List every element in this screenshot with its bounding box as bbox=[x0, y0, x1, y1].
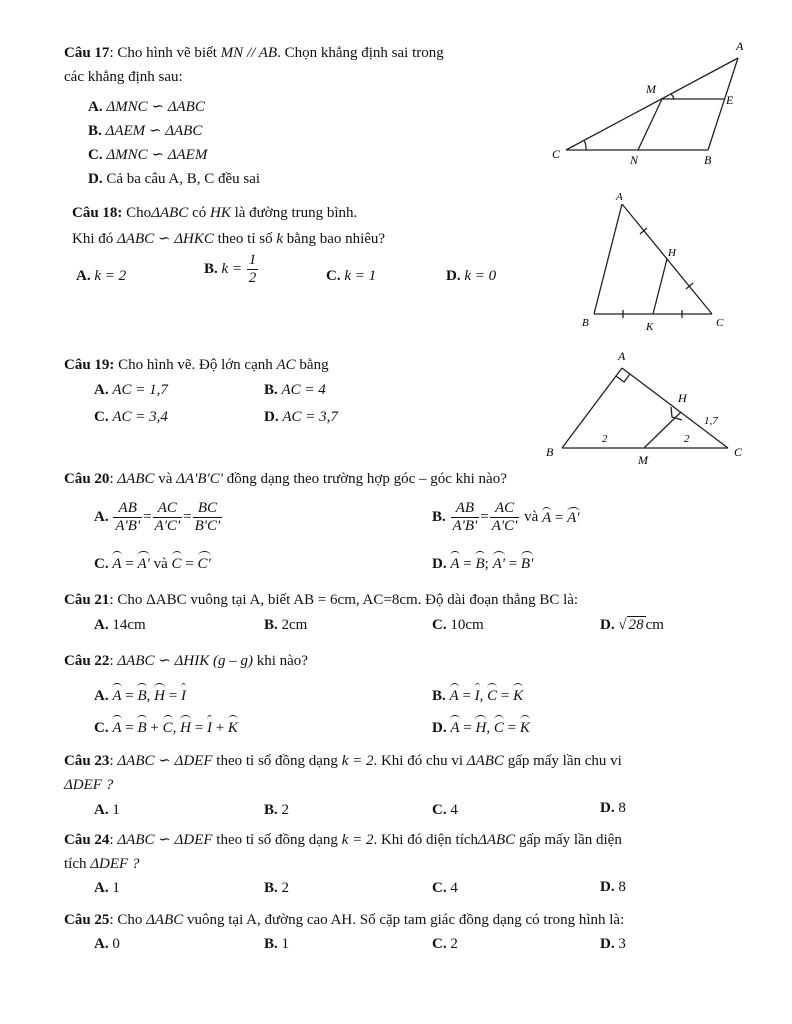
q19-label-a: A bbox=[618, 349, 626, 363]
q17-label-e: E bbox=[726, 93, 734, 107]
q20-option-b[interactable]: B. $\frac{AB}{A'B'}$ = $\frac{AC}{A'C'}$ và A = A' bbox=[432, 500, 580, 534]
q17-label-c: C bbox=[552, 147, 561, 161]
q24-option-d[interactable]: D. 8 bbox=[600, 879, 626, 895]
q19-option-a[interactable]: A. AC = 1,7 bbox=[94, 382, 168, 398]
q24-number: Câu 24 bbox=[64, 832, 110, 848]
q19-stem: Câu 19: Cho hình vẽ. Độ lớn cạnh AC bằng bbox=[64, 357, 329, 373]
q23-option-d[interactable]: D. 8 bbox=[600, 800, 626, 816]
q22-option-d[interactable]: D. A = H, C = K bbox=[432, 716, 530, 738]
q19-label-hc: 1,7 bbox=[704, 415, 718, 427]
q24-option-c[interactable]: C. 4 bbox=[432, 880, 458, 896]
q20-a-frac1: $\frac{AB}{A'B'}$ bbox=[115, 500, 141, 534]
q20-b-frac2: $\frac{AC}{A'C'}$ bbox=[491, 500, 518, 534]
q20-stem: Câu 20: ΔABC và ΔA'B'C' đồng dạng theo trường hợp góc – góc khi nào? bbox=[64, 471, 507, 487]
q23-option-c[interactable]: C. 4 bbox=[432, 802, 458, 818]
q20-a-frac2: $\frac{AC}{A'C'}$ bbox=[154, 500, 181, 534]
q25-stem: Câu 25: Cho ΔABC vuông tại A, đường cao AH. Số cặp tam giác đồng dạng có trong hình là: bbox=[64, 912, 625, 928]
q23-stem: Câu 23: ΔABC ∽ ΔDEF theo tỉ số đồng dạng k = 2. Khi đó chu vi ΔABC gấp mấy lần chu vi bbox=[64, 753, 622, 769]
q19-figure bbox=[540, 344, 760, 468]
q24-option-a[interactable]: A. 1 bbox=[94, 880, 120, 896]
q22-option-c[interactable]: C. A = B + C, H = I + K bbox=[94, 716, 238, 738]
q18-label-k: K bbox=[646, 321, 654, 333]
q21-option-b[interactable]: B. 2cm bbox=[264, 617, 308, 633]
q17-stem-line2: các khẳng định sau: bbox=[64, 69, 183, 85]
q17-option-a[interactable]: A. ΔMNC ∽ ΔABC bbox=[88, 99, 205, 115]
q19-right-angle-a bbox=[616, 374, 630, 382]
q19-option-c[interactable]: C. AC = 3,4 bbox=[94, 409, 168, 425]
q18-option-d[interactable]: D. k = 0 bbox=[446, 268, 497, 284]
q21-option-d[interactable]: D. √ 28 cm bbox=[600, 617, 664, 633]
q18-fraction: $\frac{1}{2}$ bbox=[248, 252, 257, 286]
q17-angle-m bbox=[671, 94, 674, 99]
q20-option-c[interactable]: C. A = A' và C = C' bbox=[94, 552, 211, 574]
q23-stem-line2: ΔDEF ? bbox=[64, 777, 114, 793]
sqrt-icon: √ bbox=[618, 617, 627, 633]
q17-angle-c bbox=[584, 140, 586, 150]
q19-option-b[interactable]: B. AC = 4 bbox=[264, 382, 326, 398]
q18-side-ab bbox=[594, 204, 622, 314]
q19-number: Câu 19: bbox=[64, 357, 115, 373]
q17-option-d[interactable]: D. Cả ba câu A, B, C đều sai bbox=[88, 171, 261, 187]
q17-segment-mn bbox=[638, 99, 662, 150]
q25-option-b[interactable]: B. 1 bbox=[264, 936, 290, 952]
q19-label-b: B bbox=[546, 445, 554, 459]
q17-number: Câu 17 bbox=[64, 45, 110, 61]
q18-option-c[interactable]: C. k = 1 bbox=[326, 268, 377, 284]
q25-option-c[interactable]: C. 2 bbox=[432, 936, 458, 952]
q17-label-b: B bbox=[704, 153, 712, 167]
q19-side-ac bbox=[622, 368, 728, 448]
q17-stem: Câu 17: Cho hình vẽ biết MN // AB. Chọn khẳng định sai trong bbox=[64, 45, 444, 61]
q17-figure bbox=[540, 36, 780, 176]
q20-option-a[interactable]: A. $\frac{AB}{A'B'}$ = $\frac{AC}{A'C'}$ = $\frac{BC}{B'C'}$ bbox=[94, 500, 221, 534]
q22-number: Câu 22 bbox=[64, 653, 110, 669]
q23-number: Câu 23 bbox=[64, 753, 110, 769]
q17-label-a: A bbox=[736, 39, 744, 53]
q18-label-b: B bbox=[582, 317, 589, 329]
q18-label-h: H bbox=[668, 247, 676, 259]
q21-number: Câu 21 bbox=[64, 592, 110, 608]
q17-option-b[interactable]: B. ΔAEM ∽ ΔABC bbox=[88, 123, 203, 139]
q18-segment-hk bbox=[653, 259, 667, 314]
q17-given: MN // AB bbox=[220, 45, 278, 61]
q23-option-b[interactable]: B. 2 bbox=[264, 802, 290, 818]
q18-option-b[interactable]: B. k = $\frac{1}{2}$ bbox=[204, 252, 257, 286]
q18-label-c: C bbox=[716, 317, 724, 329]
q19-label-h: H bbox=[678, 391, 687, 405]
q23-option-a[interactable]: A. 1 bbox=[94, 802, 120, 818]
q19-label-m: M bbox=[638, 453, 648, 467]
q21-option-c[interactable]: C. 10cm bbox=[432, 617, 484, 633]
q18-option-a[interactable]: A. k = 2 bbox=[76, 268, 127, 284]
q18-label-a: A bbox=[616, 191, 623, 203]
q18-number: Câu 18: bbox=[72, 205, 123, 221]
q22-option-b[interactable]: B. A = I, C = K bbox=[432, 684, 523, 706]
q17-option-c[interactable]: C. ΔMNC ∽ ΔAEM bbox=[88, 147, 208, 163]
q19-label-c: C bbox=[734, 445, 743, 459]
q17-label-m: M bbox=[646, 82, 656, 96]
q19-label-bm-length: 2 bbox=[602, 433, 608, 445]
q25-number: Câu 25 bbox=[64, 912, 110, 928]
q25-option-a[interactable]: A. 0 bbox=[94, 936, 120, 952]
q17-label-n: N bbox=[630, 153, 639, 167]
q25-option-d[interactable]: D. 3 bbox=[600, 936, 626, 952]
q24-stem: Câu 24: ΔABC ∽ ΔDEF theo tỉ số đồng dạng k = 2. Khi đó diện tíchΔABC gấp mấy lần diện bbox=[64, 832, 622, 848]
q18-figure bbox=[570, 190, 740, 338]
q21-option-a[interactable]: A. 14cm bbox=[94, 617, 146, 633]
q24-stem-line2: tích ΔDEF ? bbox=[64, 856, 140, 872]
q19-label-mc-length: 2 bbox=[684, 433, 690, 445]
q18-stem-line2: Khi đó ΔABC ∽ ΔHKC theo tỉ số k bằng bao nhiêu? bbox=[72, 231, 386, 247]
q22-option-a[interactable]: A. A = B, H = I bbox=[94, 684, 186, 706]
q19-side-ab bbox=[562, 368, 622, 448]
q20-number: Câu 20 bbox=[64, 471, 110, 487]
q24-option-b[interactable]: B. 2 bbox=[264, 880, 290, 896]
q20-a-frac3: $\frac{BC}{B'C'}$ bbox=[194, 500, 221, 534]
q22-stem: Câu 22: ΔABC ∽ ΔHIK (g – g) khi nào? bbox=[64, 653, 308, 669]
q21-stem: Câu 21: Cho ΔABC vuông tại A, biết AB = 6cm, AC=8cm. Độ dài đoạn thẳng BC là: bbox=[64, 592, 579, 608]
q20-b-frac1: $\frac{AB}{A'B'}$ bbox=[452, 500, 478, 534]
q18-stem: Câu 18: ChoΔABC có HK là đường trung bình. bbox=[72, 205, 358, 221]
q19-option-d[interactable]: D. AC = 3,7 bbox=[264, 409, 338, 425]
q20-option-d[interactable]: D. A = B; A' = B' bbox=[432, 552, 533, 574]
